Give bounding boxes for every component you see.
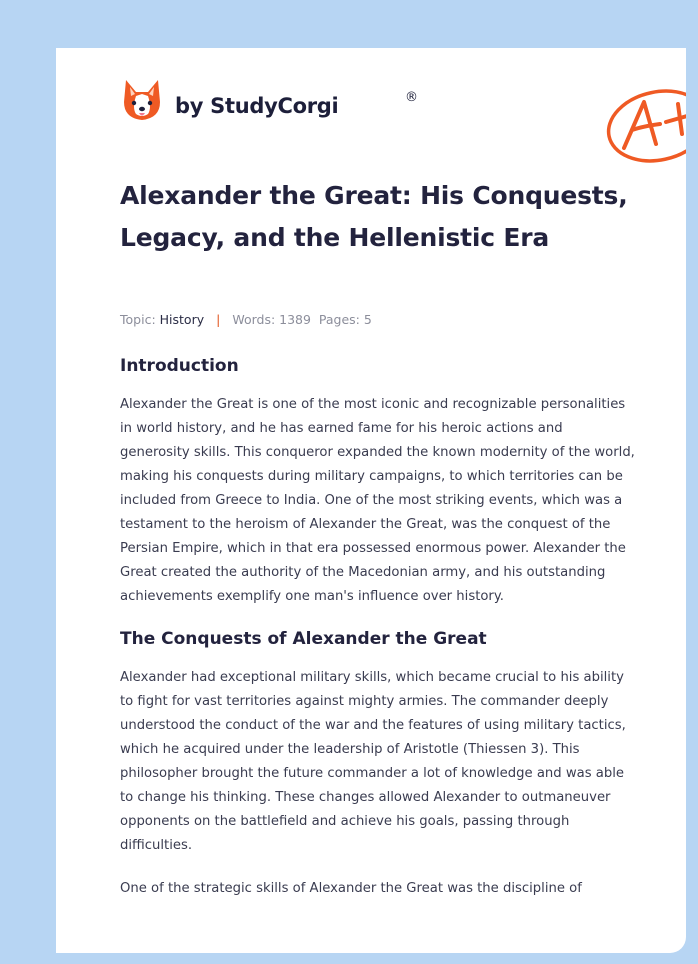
intro-heading: Introduction: [120, 356, 239, 376]
topic-label: Topic:: [120, 312, 156, 327]
registered-mark: ®: [405, 90, 418, 105]
header: [120, 74, 660, 130]
word-count: Words: 1389: [232, 312, 311, 327]
corgi-logo-icon[interactable]: [122, 78, 162, 122]
essay-meta: [120, 312, 372, 327]
grade-a-plus-icon: [604, 86, 686, 164]
conquests-paragraph-2: One of the strategic skills of Alexander the Great was the discipline of: [120, 881, 582, 896]
brand-name[interactable]: by StudyCorgi: [175, 94, 339, 118]
conquests-paragraph: Alexander had exceptional military skills, which became crucial to his ability to fight for vast territories against mighty armies. The commander deeply understood the conduct of the war and the features of using military tactics, which he acquired under the leadership of Aristotle (Thiessen 3). This philosopher brought the future commander a lot of knowledge and was able to change his thinking. These changes allowed Alexander to outmaneuver opponents on the battlefield and achieve his goals, passing through difficulties.: [120, 670, 626, 853]
page-count: Pages: 5: [318, 312, 372, 327]
document-page: [56, 48, 686, 953]
topic-link[interactable]: History: [159, 312, 205, 327]
essay-title: Alexander the Great: His Conquests, Legacy, and the Hellenistic Era: [120, 181, 628, 252]
essay-body: [120, 353, 635, 901]
conquests-heading: The Conquests of Alexander the Great: [120, 629, 487, 649]
meta-separator: |: [216, 312, 221, 327]
intro-paragraph: Alexander the Great is one of the most iconic and recognizable personalities in world history, and he has earned fame for his heroic actions and generosity skills. This conqueror expanded the known modernity of the world, making his conquests during military campaigns, to which territories can be included from Greece to India. One of the most striking events, which was a testament to the heroism of Alexander the Great, was the conquest of the Persian Empire, which in that era possessed enormous power. Alexander the Great created the authority of the Macedonian army, and his outstanding achievements exemplify one man's influence over history.: [120, 397, 635, 604]
